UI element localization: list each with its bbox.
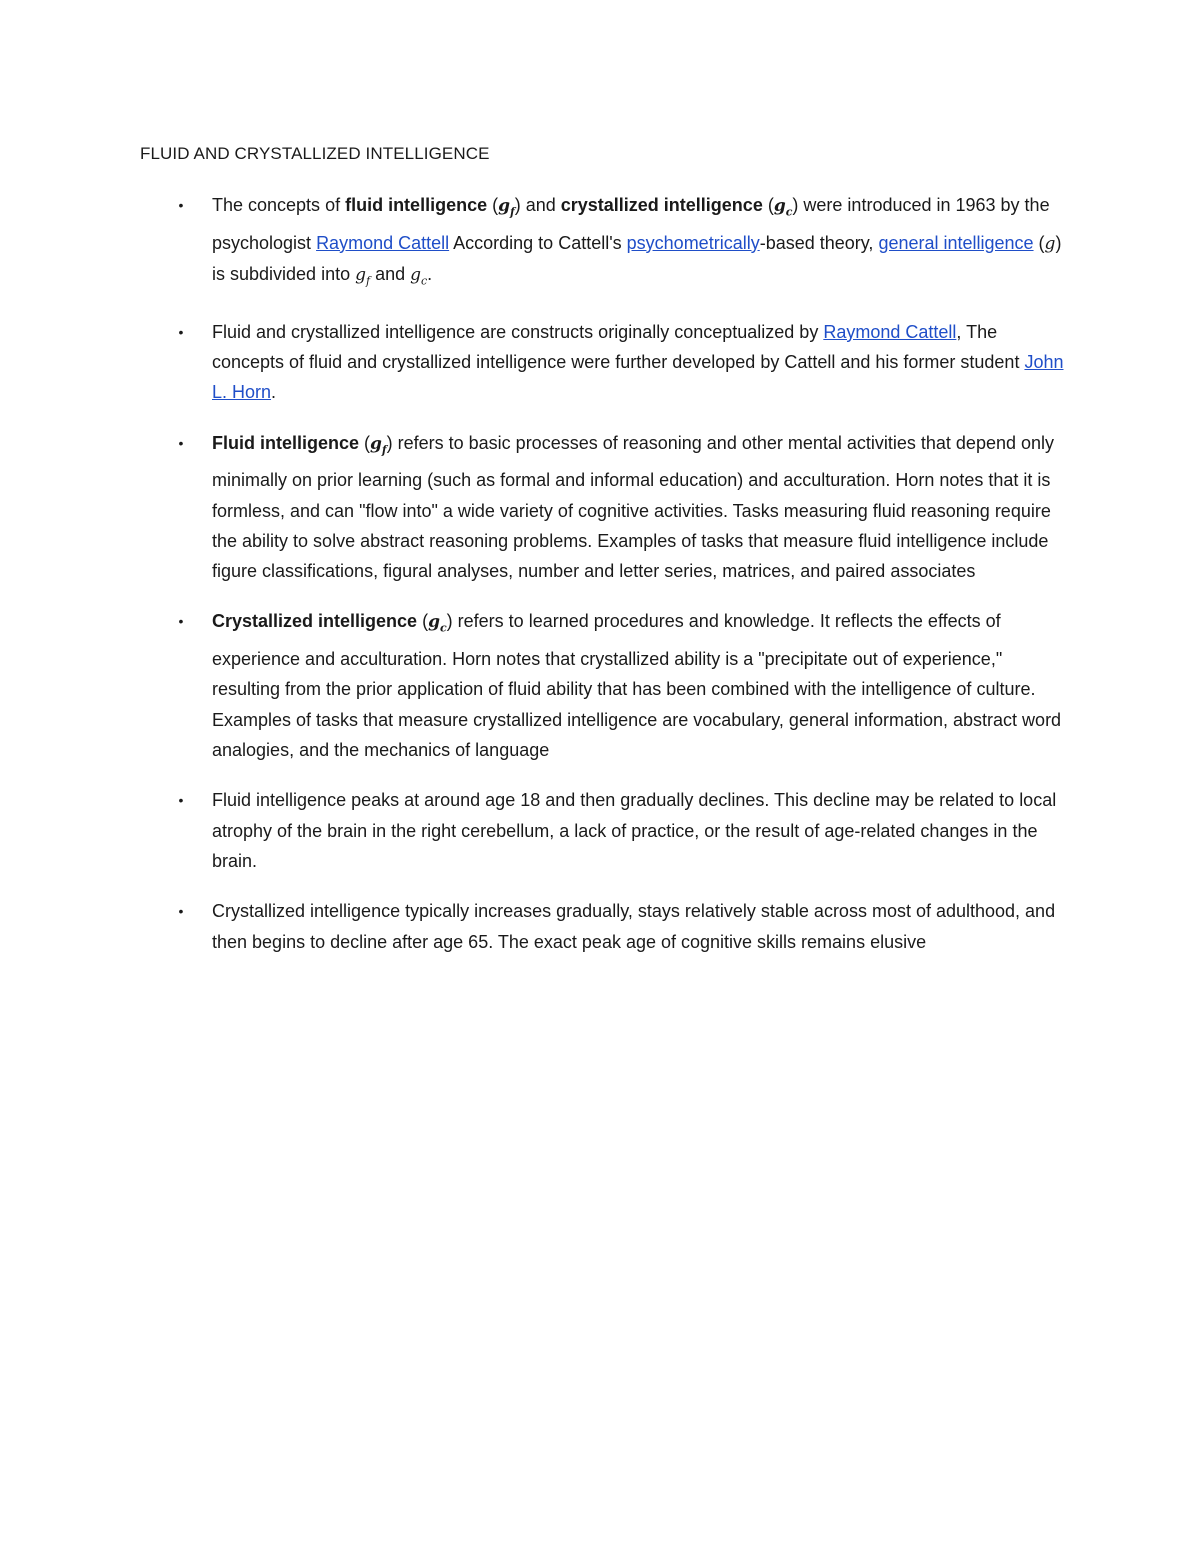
bullet-text: Crystallized intelligence typically increases gradually, stays relatively stable across most of adulthood, and then begins to decline after age 65. The exact peak age of cognitive skills remains elusive	[212, 901, 1056, 952]
text-run: (	[762, 195, 774, 215]
text-run: (	[359, 432, 371, 453]
text-run: .	[271, 382, 277, 403]
text-run: ) were introduced in 1963 by the psychologist	[212, 195, 1050, 253]
link-general-intelligence[interactable]: general intelligence	[878, 232, 1034, 253]
text-run: ) is subdivided into	[212, 232, 1062, 284]
list-item	[0, 190, 1200, 297]
symbol-subscript: c	[421, 274, 428, 288]
link-raymond-cattell[interactable]: Raymond Cattell	[316, 232, 450, 253]
list-item	[0, 428, 1200, 587]
bullet-text	[212, 606, 1070, 765]
text-run: According to Cattell's	[449, 232, 627, 253]
bullet-list	[0, 190, 1200, 977]
symbol-letter: g	[355, 264, 366, 285]
bullet-icon: •	[178, 197, 184, 213]
symbol-letter: g	[370, 433, 382, 454]
text-run: The concepts of	[212, 195, 346, 215]
link-raymond-cattell[interactable]: Raymond Cattell	[823, 321, 957, 342]
text-run: ) refers to learned procedures and knowledge. It reflects the effects of experience and acculturation. Horn notes that crystallized ability is a "precipitate out of experience," resulting from the prior application of fluid ability that has been combined with the intelligence of culture. Examples of tasks that measure crystallized intelligence are vocabulary, general information, abstract word analogies, and the mechanics of language	[212, 611, 1062, 761]
link-john-l-horn[interactable]: John L. Horn	[212, 351, 1064, 403]
symbol-gc	[410, 264, 428, 288]
text-run: Fluid and crystallized intelligence are constructs originally conceptualized by	[212, 321, 824, 342]
bullet-text	[212, 317, 1070, 408]
symbol-gc	[773, 196, 793, 219]
symbol-gc	[428, 612, 447, 635]
list-item	[0, 317, 1200, 408]
text-run: and	[370, 263, 411, 284]
symbol-subscript: f	[365, 274, 371, 288]
text-run: (	[1033, 232, 1045, 253]
text-run: (	[487, 195, 499, 215]
document-title: FLUID AND CRYSTALLIZED INTELLIGENCE	[140, 144, 490, 163]
symbol-subscript: c	[785, 205, 793, 219]
symbol-letter: g	[428, 612, 440, 633]
symbol-gf	[370, 434, 387, 454]
text-run: ) and	[514, 195, 561, 215]
list-item	[0, 785, 1200, 876]
text-run: , The concepts of fluid and crystallized intelligence were further developed by Cattell and his former student	[212, 321, 1025, 372]
bullet-icon: •	[178, 613, 184, 630]
bullet-icon: •	[178, 792, 184, 809]
symbol-letter: g	[410, 264, 421, 285]
bullet-icon: •	[178, 903, 184, 920]
bullet-icon: •	[178, 323, 184, 340]
text-run: ) refers to basic processes of reasoning and other mental activities that depend only minimally on prior learning (such as formal and informal education) and acculturation. Horn notes that it is formless, and can "flow into" a wide variety of cognitive activities. Tasks measuring fluid reasoning require the ability to solve abstract reasoning problems. Examples of tasks that measure fluid intelligence include figure classifications, figural analyses, number and letter series, matrices, and paired associates	[212, 432, 1055, 582]
symbol-gf	[498, 196, 515, 219]
symbol-g: g	[1044, 233, 1056, 254]
symbol-subscript: c	[439, 621, 447, 635]
term-fluid-intelligence: fluid intelligence	[345, 195, 488, 215]
symbol-subscript: f	[381, 442, 387, 456]
bullet-text	[212, 428, 1070, 587]
term-crystallized-intelligence: Crystallized intelligence	[212, 611, 418, 632]
bullet-text: Fluid intelligence peaks at around age 18 and then gradually declines. This decline may be related to local atrophy of the brain in the right cerebellum, a lack of practice, or the result of age-related changes in the brain.	[212, 790, 1057, 871]
symbol-subscript: f	[509, 205, 515, 219]
list-item	[0, 896, 1200, 957]
symbol-letter: g	[498, 196, 510, 216]
symbol-gf	[355, 264, 371, 288]
text-run: -based theory,	[759, 232, 879, 253]
symbol-letter: g	[773, 196, 786, 216]
bullet-text	[212, 190, 1070, 297]
link-psychometrically[interactable]: psychometrically	[626, 232, 760, 253]
text-run: (	[417, 611, 429, 632]
text-run: .	[427, 263, 433, 284]
term-crystallized-intelligence: crystallized intelligence	[560, 195, 763, 215]
term-fluid-intelligence: Fluid intelligence	[212, 432, 360, 453]
bullet-icon: •	[178, 434, 184, 451]
list-item	[0, 606, 1200, 765]
